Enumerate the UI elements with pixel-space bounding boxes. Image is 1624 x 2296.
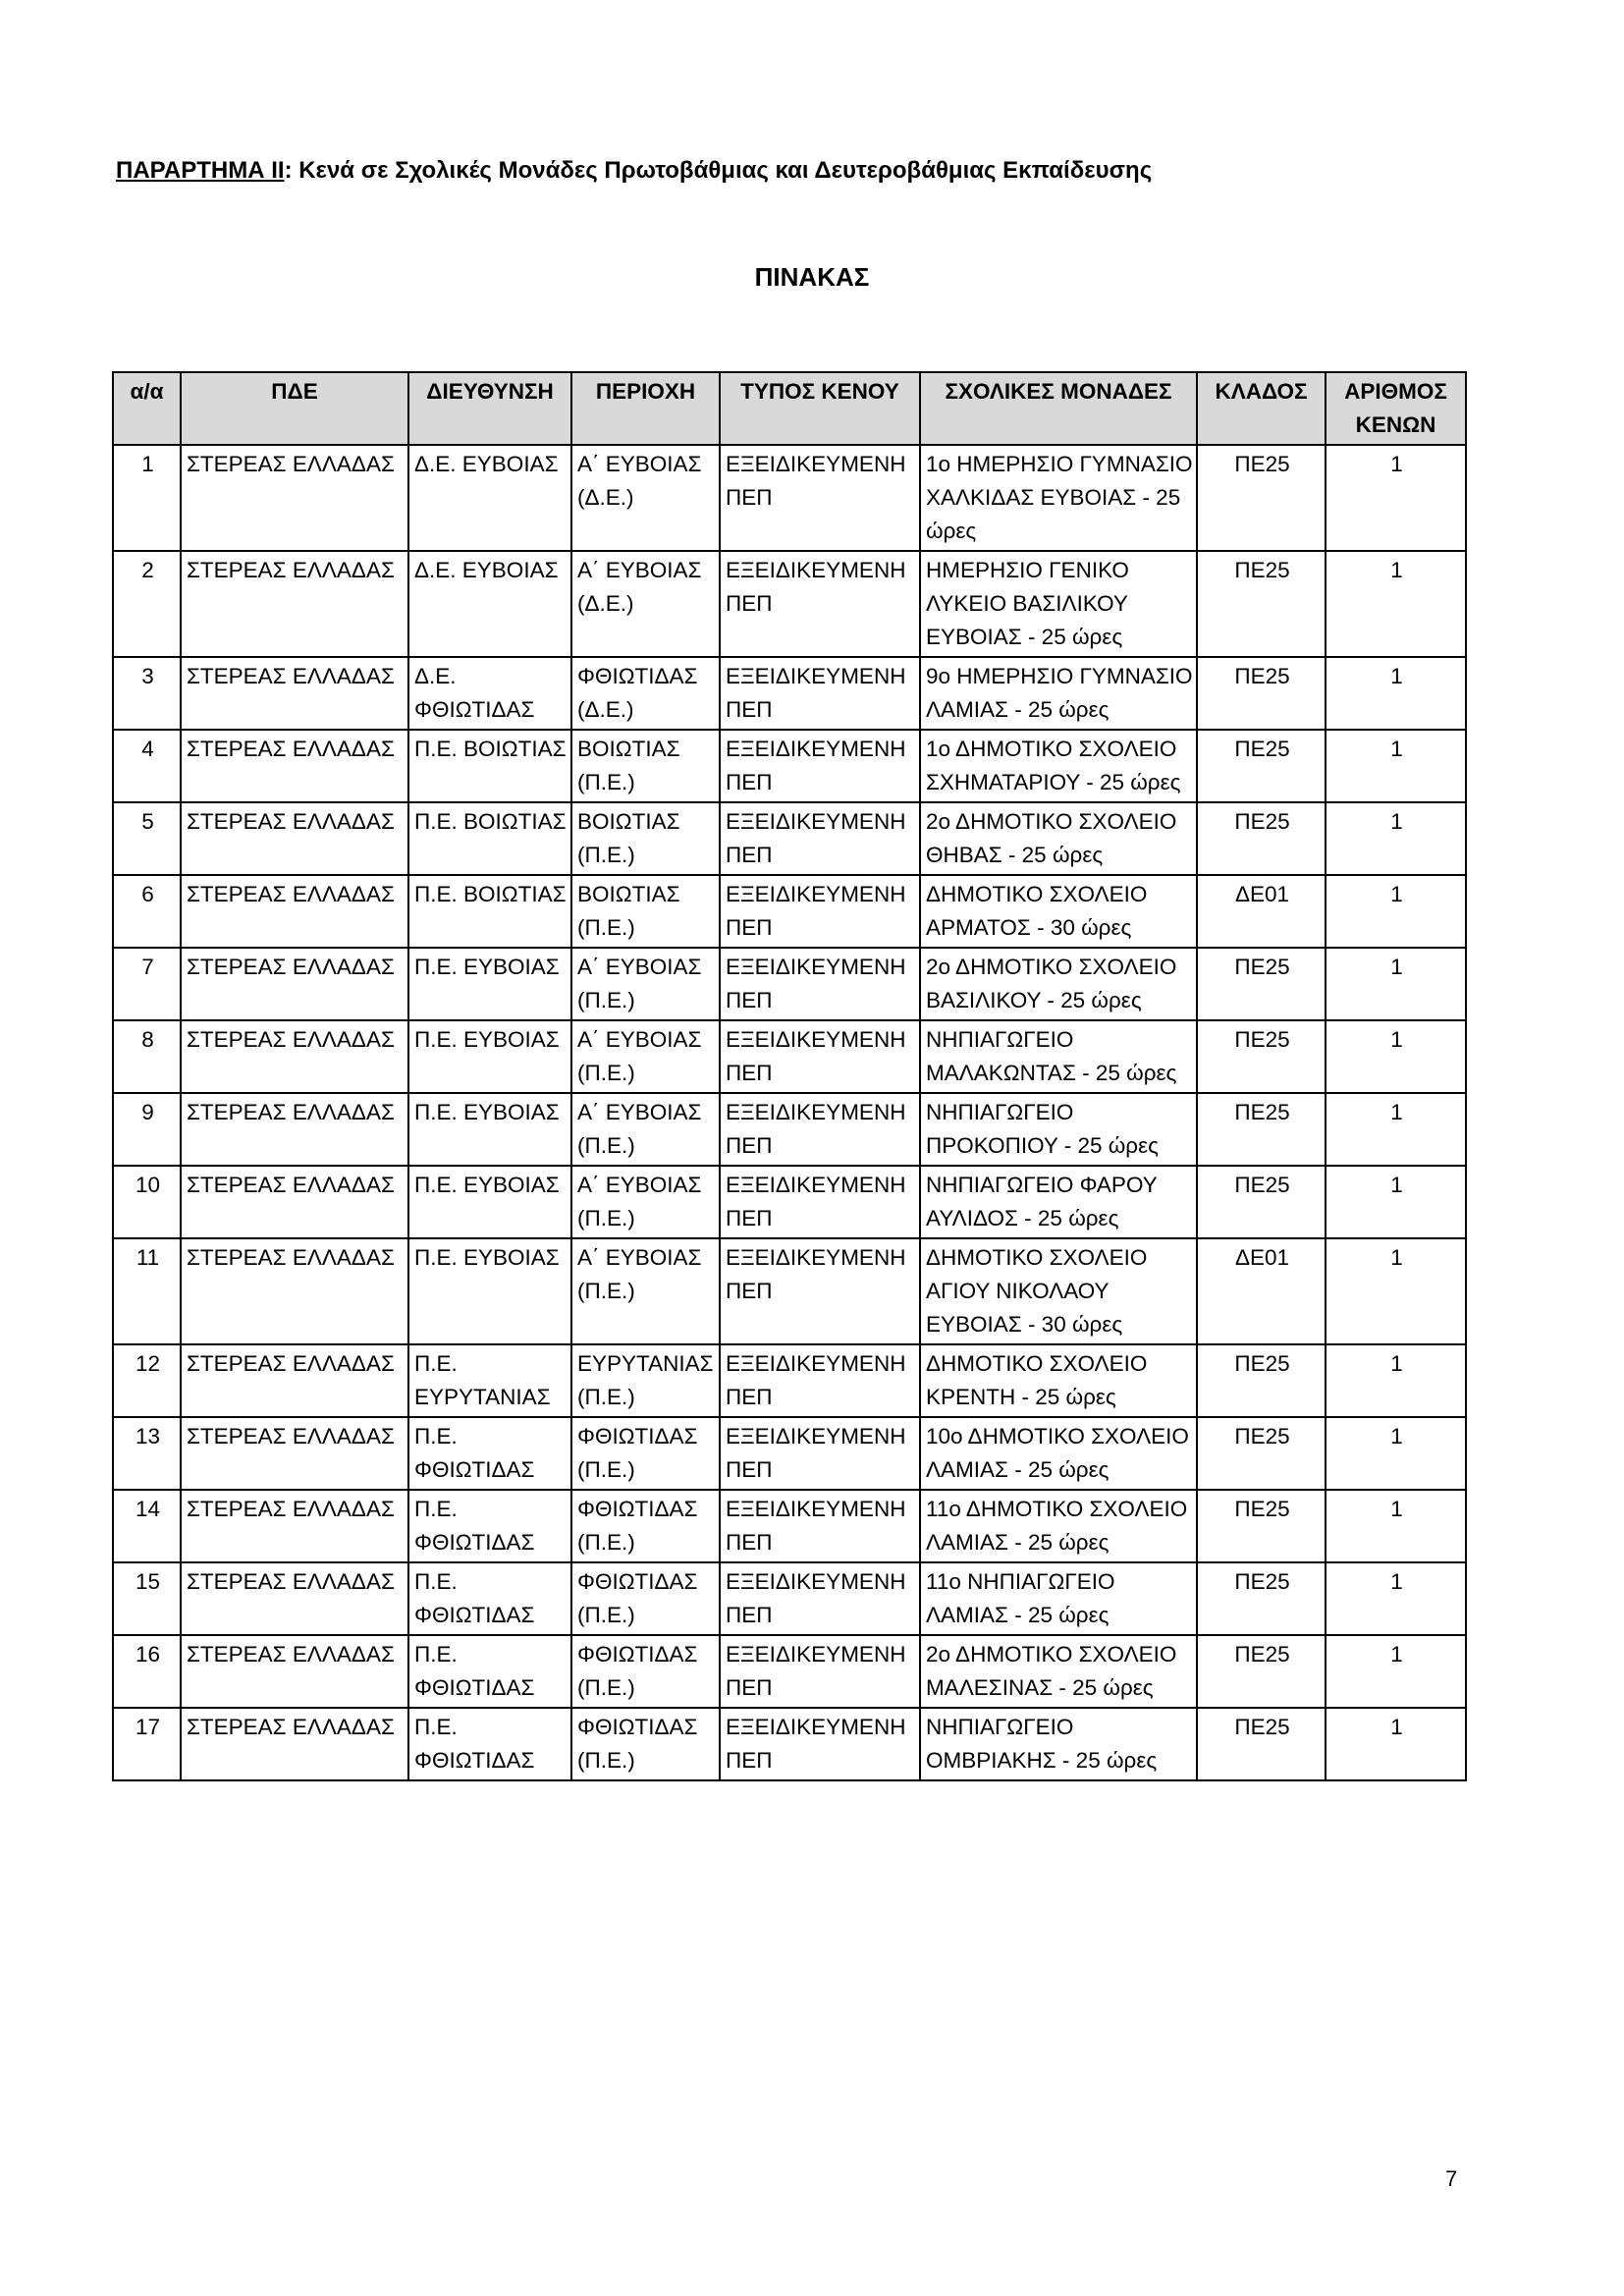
row-number-cell: 4 [113,730,181,802]
school-units-cell: 1ο ΗΜΕΡΗΣΙΟ ΓΥΜΝΑΣΙΟ ΧΑΛΚΙΔΑΣ ΕΥΒΟΙΑΣ - 25 ώρες [920,445,1197,551]
area-cell: ΦΘΙΩΤΙΔΑΣ (Π.Ε.) [571,1635,720,1708]
table-body [113,445,1466,1780]
area-cell: ΦΘΙΩΤΙΔΑΣ (Π.Ε.) [571,1562,720,1635]
row-number-cell: 12 [113,1344,181,1417]
specialty-cell: ΔΕ01 [1197,1238,1326,1344]
row-number-cell: 17 [113,1708,181,1780]
table-row [113,948,1466,1020]
school-units-cell: 9ο ΗΜΕΡΗΣΙΟ ΓΥΜΝΑΣΙΟ ΛΑΜΙΑΣ - 25 ώρες [920,657,1197,730]
pde-cell: ΣΤΕΡΕΑΣ ΕΛΛΑΔΑΣ [181,1238,408,1344]
directorate-cell: Δ.Ε. ΕΥΒΟΙΑΣ [408,445,571,551]
vacancy-type-cell: ΕΞΕΙΔΙΚΕΥΜΕΝΗ ΠΕΠ [720,1708,920,1780]
specialty-cell: ΠΕ25 [1197,1417,1326,1490]
pde-cell: ΣΤΕΡΕΑΣ ΕΛΛΑΔΑΣ [181,1562,408,1635]
vacancy-count-cell: 1 [1326,1635,1466,1708]
specialty-cell: ΠΕ25 [1197,1166,1326,1238]
school-units-cell: 2ο ΔΗΜΟΤΙΚΟ ΣΧΟΛΕΙΟ ΜΑΛΕΣΙΝΑΣ - 25 ώρες [920,1635,1197,1708]
directorate-cell: Π.Ε. ΕΥΒΟΙΑΣ [408,1020,571,1093]
pde-cell: ΣΤΕΡΕΑΣ ΕΛΛΑΔΑΣ [181,1708,408,1780]
directorate-cell: Δ.Ε. ΕΥΒΟΙΑΣ [408,551,571,657]
pde-cell: ΣΤΕΡΕΑΣ ΕΛΛΑΔΑΣ [181,445,408,551]
specialty-cell: ΠΕ25 [1197,657,1326,730]
row-number-cell: 10 [113,1166,181,1238]
vacancy-type-cell: ΕΞΕΙΔΙΚΕΥΜΕΝΗ ΠΕΠ [720,948,920,1020]
specialty-cell: ΠΕ25 [1197,1635,1326,1708]
vacancy-count-cell: 1 [1326,445,1466,551]
school-units-cell: 2ο ΔΗΜΟΤΙΚΟ ΣΧΟΛΕΙΟ ΘΗΒΑΣ - 25 ώρες [920,802,1197,875]
table-row [113,657,1466,730]
row-number-cell: 8 [113,1020,181,1093]
area-cell: ΒΟΙΩΤΙΑΣ (Π.Ε.) [571,875,720,948]
school-units-cell: 10ο ΔΗΜΟΤΙΚΟ ΣΧΟΛΕΙΟ ΛΑΜΙΑΣ - 25 ώρες [920,1417,1197,1490]
vacancy-count-cell: 1 [1326,1344,1466,1417]
table-row [113,445,1466,551]
area-cell: Α΄ ΕΥΒΟΙΑΣ (Δ.Ε.) [571,445,720,551]
vacancy-type-cell: ΕΞΕΙΔΙΚΕΥΜΕΝΗ ΠΕΠ [720,1562,920,1635]
area-cell: Α΄ ΕΥΒΟΙΑΣ (Δ.Ε.) [571,551,720,657]
directorate-cell: Π.Ε. ΕΥΒΟΙΑΣ [408,948,571,1020]
table-row [113,1490,1466,1562]
vacancy-type-cell: ΕΞΕΙΔΙΚΕΥΜΕΝΗ ΠΕΠ [720,875,920,948]
directorate-cell: Π.Ε. ΕΥΒΟΙΑΣ [408,1093,571,1166]
directorate-cell: Π.Ε. ΒΟΙΩΤΙΑΣ [408,802,571,875]
area-cell: Α΄ ΕΥΒΟΙΑΣ (Π.Ε.) [571,948,720,1020]
directorate-cell: Π.Ε. ΦΘΙΩΤΙΔΑΣ [408,1708,571,1780]
vacancy-count-cell: 1 [1326,730,1466,802]
vacancy-count-cell: 1 [1326,657,1466,730]
area-cell: ΦΘΙΩΤΙΔΑΣ (Π.Ε.) [571,1490,720,1562]
vacancy-count-cell: 1 [1326,551,1466,657]
school-units-cell: 11ο ΔΗΜΟΤΙΚΟ ΣΧΟΛΕΙΟ ΛΑΜΙΑΣ - 25 ώρες [920,1490,1197,1562]
pde-cell: ΣΤΕΡΕΑΣ ΕΛΛΑΔΑΣ [181,551,408,657]
pde-cell: ΣΤΕΡΕΑΣ ΕΛΛΑΔΑΣ [181,802,408,875]
specialty-cell: ΠΕ25 [1197,802,1326,875]
vacancy-type-cell: ΕΞΕΙΔΙΚΕΥΜΕΝΗ ΠΕΠ [720,1238,920,1344]
vacancy-count-cell: 1 [1326,1093,1466,1166]
specialty-cell: ΔΕ01 [1197,875,1326,948]
area-cell: ΕΥΡΥΤΑΝΙΑΣ (Π.Ε.) [571,1344,720,1417]
header-cell: ΠΔΕ [181,372,408,445]
row-number-cell: 11 [113,1238,181,1344]
vacancy-type-cell: ΕΞΕΙΔΙΚΕΥΜΕΝΗ ΠΕΠ [720,1166,920,1238]
school-units-cell: 1ο ΔΗΜΟΤΙΚΟ ΣΧΟΛΕΙΟ ΣΧΗΜΑΤΑΡΙΟΥ - 25 ώρες [920,730,1197,802]
area-cell: Α΄ ΕΥΒΟΙΑΣ (Π.Ε.) [571,1093,720,1166]
table-row [113,1166,1466,1238]
header-cell: ΣΧΟΛΙΚΕΣ ΜΟΝΑΔΕΣ [920,372,1197,445]
school-units-cell: ΔΗΜΟΤΙΚΟ ΣΧΟΛΕΙΟ ΚΡΕΝΤΗ - 25 ώρες [920,1344,1197,1417]
vacancy-count-cell: 1 [1326,1166,1466,1238]
table-title: ΠΙΝΑΚΑΣ [754,262,870,292]
area-cell: Α΄ ΕΥΒΟΙΑΣ (Π.Ε.) [571,1166,720,1238]
directorate-cell: Π.Ε. ΦΘΙΩΤΙΔΑΣ [408,1490,571,1562]
pde-cell: ΣΤΕΡΕΑΣ ΕΛΛΑΔΑΣ [181,948,408,1020]
header-cell: ΤΥΠΟΣ ΚΕΝΟΥ [720,372,920,445]
table-row [113,730,1466,802]
table-row [113,802,1466,875]
vacancy-type-cell: ΕΞΕΙΔΙΚΕΥΜΕΝΗ ΠΕΠ [720,1344,920,1417]
vacancy-type-cell: ΕΞΕΙΔΙΚΕΥΜΕΝΗ ΠΕΠ [720,802,920,875]
directorate-cell: Π.Ε. ΦΘΙΩΤΙΔΑΣ [408,1635,571,1708]
pde-cell: ΣΤΕΡΕΑΣ ΕΛΛΑΔΑΣ [181,875,408,948]
vacancy-type-cell: ΕΞΕΙΔΙΚΕΥΜΕΝΗ ΠΕΠ [720,1417,920,1490]
row-number-cell: 5 [113,802,181,875]
row-number-cell: 2 [113,551,181,657]
vacancy-count-cell: 1 [1326,875,1466,948]
table-row [113,1344,1466,1417]
row-number-cell: 14 [113,1490,181,1562]
vacancy-type-cell: ΕΞΕΙΔΙΚΕΥΜΕΝΗ ΠΕΠ [720,1635,920,1708]
vacancy-count-cell: 1 [1326,1708,1466,1780]
directorate-cell: Π.Ε. ΒΟΙΩΤΙΑΣ [408,875,571,948]
directorate-cell: Π.Ε. ΕΥΒΟΙΑΣ [408,1166,571,1238]
vacancies-table [112,371,1467,1781]
row-number-cell: 1 [113,445,181,551]
area-cell: ΒΟΙΩΤΙΑΣ (Π.Ε.) [571,802,720,875]
school-units-cell: 11ο ΝΗΠΙΑΓΩΓΕΙΟ ΛΑΜΙΑΣ - 25 ώρες [920,1562,1197,1635]
vacancy-count-cell: 1 [1326,1417,1466,1490]
table-row [113,1562,1466,1635]
pde-cell: ΣΤΕΡΕΑΣ ΕΛΛΑΔΑΣ [181,1635,408,1708]
specialty-cell: ΠΕ25 [1197,1490,1326,1562]
header-cell: ΔΙΕΥΘΥΝΣΗ [408,372,571,445]
table-row [113,1635,1466,1708]
row-number-cell: 6 [113,875,181,948]
specialty-cell: ΠΕ25 [1197,1020,1326,1093]
table-header-row [113,372,1466,445]
table-row [113,1020,1466,1093]
vacancy-count-cell: 1 [1326,1020,1466,1093]
directorate-cell: Π.Ε. ΦΘΙΩΤΙΔΑΣ [408,1562,571,1635]
table-row [113,1417,1466,1490]
school-units-cell: ΝΗΠΙΑΓΩΓΕΙΟ ΠΡΟΚΟΠΙΟΥ - 25 ώρες [920,1093,1197,1166]
pde-cell: ΣΤΕΡΕΑΣ ΕΛΛΑΔΑΣ [181,1020,408,1093]
area-cell: ΒΟΙΩΤΙΑΣ (Π.Ε.) [571,730,720,802]
table-row [113,875,1466,948]
row-number-cell: 3 [113,657,181,730]
table-row [113,551,1466,657]
directorate-cell: Π.Ε. ΕΥΒΟΙΑΣ [408,1238,571,1344]
area-cell: ΦΘΙΩΤΙΔΑΣ (Π.Ε.) [571,1417,720,1490]
vacancy-count-cell: 1 [1326,1238,1466,1344]
header-cell: ΑΡΙΘΜΟΣ ΚΕΝΩΝ [1326,372,1466,445]
specialty-cell: ΠΕ25 [1197,1562,1326,1635]
vacancy-type-cell: ΕΞΕΙΔΙΚΕΥΜΕΝΗ ΠΕΠ [720,1490,920,1562]
row-number-cell: 15 [113,1562,181,1635]
vacancy-type-cell: ΕΞΕΙΔΙΚΕΥΜΕΝΗ ΠΕΠ [720,1020,920,1093]
area-cell: ΦΘΙΩΤΙΔΑΣ (Π.Ε.) [571,1708,720,1780]
vacancy-type-cell: ΕΞΕΙΔΙΚΕΥΜΕΝΗ ΠΕΠ [720,730,920,802]
area-cell: Α΄ ΕΥΒΟΙΑΣ (Π.Ε.) [571,1020,720,1093]
specialty-cell: ΠΕ25 [1197,1093,1326,1166]
specialty-cell: ΠΕ25 [1197,1344,1326,1417]
table-row [113,1238,1466,1344]
document-heading [116,157,1152,185]
directorate-cell: Δ.Ε. ΦΘΙΩΤΙΔΑΣ [408,657,571,730]
pde-cell: ΣΤΕΡΕΑΣ ΕΛΛΑΔΑΣ [181,1344,408,1417]
header-cell: ΠΕΡΙΟΧΗ [571,372,720,445]
header-cell: ΚΛΑΔΟΣ [1197,372,1326,445]
vacancy-type-cell: ΕΞΕΙΔΙΚΕΥΜΕΝΗ ΠΕΠ [720,657,920,730]
header-cell: α/α [113,372,181,445]
specialty-cell: ΠΕ25 [1197,948,1326,1020]
school-units-cell: ΔΗΜΟΤΙΚΟ ΣΧΟΛΕΙΟ ΑΡΜΑΤΟΣ - 30 ώρες [920,875,1197,948]
area-cell: ΦΘΙΩΤΙΔΑΣ (Δ.Ε.) [571,657,720,730]
heading-text: : Κενά σε Σχολικές Μονάδες Πρωτοβάθμιας και Δευτεροβάθμιας Εκπαίδευσης [284,157,1153,184]
pde-cell: ΣΤΕΡΕΑΣ ΕΛΛΑΔΑΣ [181,1166,408,1238]
row-number-cell: 7 [113,948,181,1020]
vacancy-count-cell: 1 [1326,1562,1466,1635]
vacancy-count-cell: 1 [1326,948,1466,1020]
directorate-cell: Π.Ε. ΦΘΙΩΤΙΔΑΣ [408,1417,571,1490]
row-number-cell: 9 [113,1093,181,1166]
school-units-cell: ΝΗΠΙΑΓΩΓΕΙΟ ΦΑΡΟΥ ΑΥΛΙΔΟΣ - 25 ώρες [920,1166,1197,1238]
vacancy-count-cell: 1 [1326,1490,1466,1562]
row-number-cell: 16 [113,1635,181,1708]
vacancy-count-cell: 1 [1326,802,1466,875]
pde-cell: ΣΤΕΡΕΑΣ ΕΛΛΑΔΑΣ [181,657,408,730]
heading-prefix: ΠΑΡΑΡΤΗΜΑ ΙΙ [116,157,285,184]
vacancy-type-cell: ΕΞΕΙΔΙΚΕΥΜΕΝΗ ΠΕΠ [720,551,920,657]
vacancy-type-cell: ΕΞΕΙΔΙΚΕΥΜΕΝΗ ΠΕΠ [720,1093,920,1166]
school-units-cell: ΔΗΜΟΤΙΚΟ ΣΧΟΛΕΙΟ ΑΓΙΟΥ ΝΙΚΟΛΑΟΥ ΕΥΒΟΙΑΣ - 30 ώρες [920,1238,1197,1344]
specialty-cell: ΠΕ25 [1197,445,1326,551]
specialty-cell: ΠΕ25 [1197,1708,1326,1780]
pde-cell: ΣΤΕΡΕΑΣ ΕΛΛΑΔΑΣ [181,1093,408,1166]
pde-cell: ΣΤΕΡΕΑΣ ΕΛΛΑΔΑΣ [181,1417,408,1490]
pde-cell: ΣΤΕΡΕΑΣ ΕΛΛΑΔΑΣ [181,1490,408,1562]
vacancy-type-cell: ΕΞΕΙΔΙΚΕΥΜΕΝΗ ΠΕΠ [720,445,920,551]
school-units-cell: 2ο ΔΗΜΟΤΙΚΟ ΣΧΟΛΕΙΟ ΒΑΣΙΛΙΚΟΥ - 25 ώρες [920,948,1197,1020]
school-units-cell: ΝΗΠΙΑΓΩΓΕΙΟ ΜΑΛΑΚΩΝΤΑΣ - 25 ώρες [920,1020,1197,1093]
specialty-cell: ΠΕ25 [1197,551,1326,657]
school-units-cell: ΗΜΕΡΗΣΙΟ ΓΕΝΙΚΟ ΛΥΚΕΙΟ ΒΑΣΙΛΙΚΟΥ ΕΥΒΟΙΑΣ - 25 ώρες [920,551,1197,657]
directorate-cell: Π.Ε. ΒΟΙΩΤΙΑΣ [408,730,571,802]
pde-cell: ΣΤΕΡΕΑΣ ΕΛΛΑΔΑΣ [181,730,408,802]
school-units-cell: ΝΗΠΙΑΓΩΓΕΙΟ ΟΜΒΡΙΑΚΗΣ - 25 ώρες [920,1708,1197,1780]
table-row [113,1708,1466,1780]
page-number: 7 [1445,2166,1458,2191]
area-cell: Α΄ ΕΥΒΟΙΑΣ (Π.Ε.) [571,1238,720,1344]
specialty-cell: ΠΕ25 [1197,730,1326,802]
row-number-cell: 13 [113,1417,181,1490]
table-row [113,1093,1466,1166]
directorate-cell: Π.Ε. ΕΥΡΥΤΑΝΙΑΣ [408,1344,571,1417]
